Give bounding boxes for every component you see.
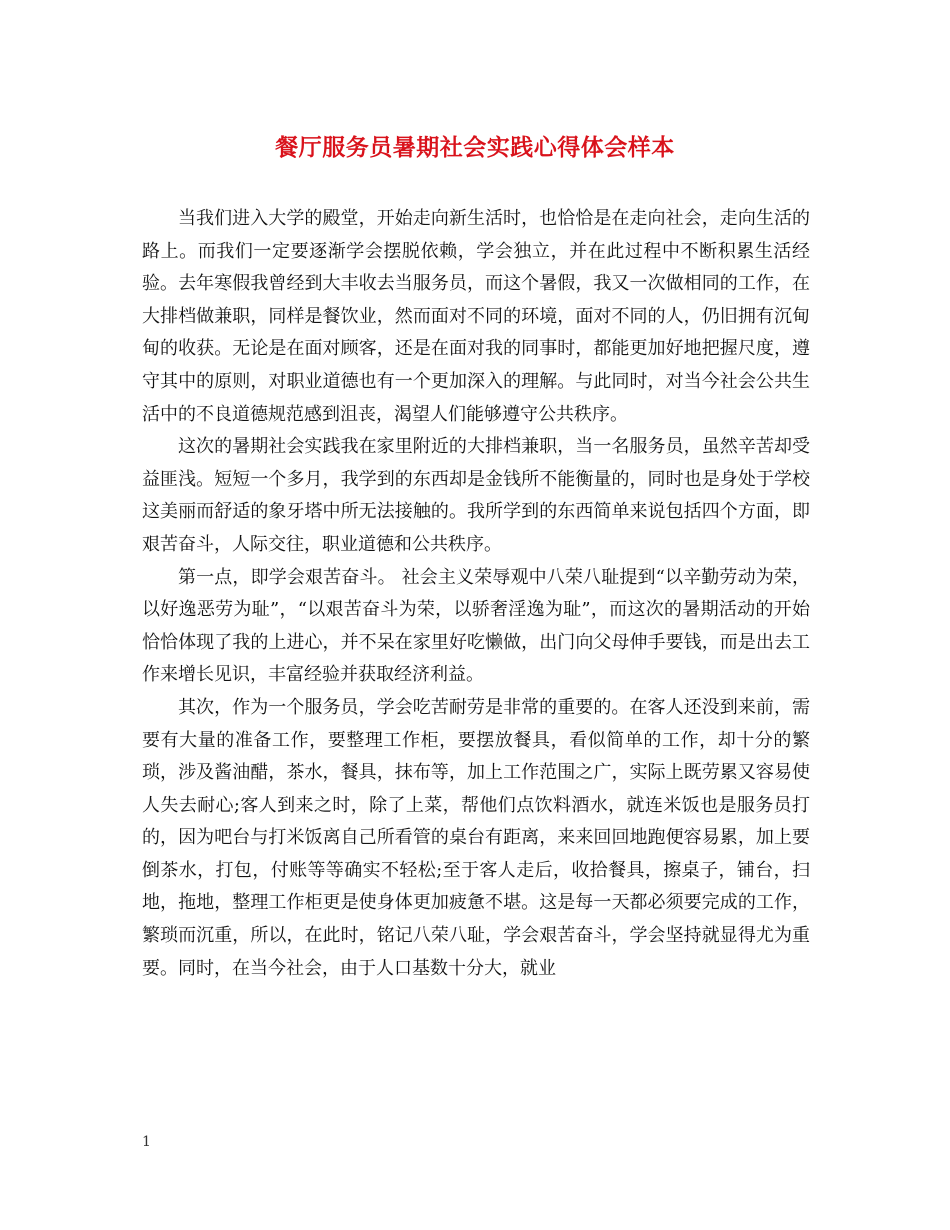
document-title: 餐厅服务员暑期社会实践心得体会样本 <box>275 134 675 161</box>
paragraph-3: 第一点，即学会艰苦奋斗。 社会主义荣辱观中八荣八耻提到“以辛勤劳动为荣，以好逸恶劳为耻”，“以艰苦奋斗为荣，以骄奢淫逸为耻”，而这次的暑期活动的开始恰恰体现了我的上进心，并不呆在家里好吃懒做，出门向父母伸手要钱，而是出去工作来增长见识，丰富经验并获取经济利益。 <box>142 566 810 686</box>
paragraph-4: 其次，作为一个服务员，学会吃苦耐劳是非常的重要的。在客人还没到来前，需要有大量的准备工作，要整理工作柜，要摆放餐具，看似简单的工作，却十分的繁琐，涉及酱油醋，茶水，餐具，抹布等，加上工作范围之广，实际上既劳累又容易使人失去耐心;客人到来之时，除了上菜，帮他们点饮料酒水，就连米饭也是服务员打的，因为吧台与打米饭离自己所看管的桌台有距离，来来回回地跑便容易累，加上要倒茶水，打包，付账等等确实不轻松;至于客人走后，收拾餐具，擦桌子，铺台，扫地，拖地，整理工作柜更是使身体更加疲惫不堪。这是每一天都必须要完成的工作，繁琐而沉重，所以，在此时，铭记八荣八耻，学会艰苦奋斗，学会坚持就显得尤为重要。同时，在当今社会，由于人口基数十分大，就业 <box>142 696 810 979</box>
document-body <box>142 203 810 985</box>
paragraph-2: 这次的暑期社会实践我在家里附近的大排档兼职，当一名服务员，虽然辛苦却受益匪浅。短短一个多月，我学到的东西却是金钱所不能衡量的，同时也是身处于学校这美丽而舒适的象牙塔中所无法接触的。我所学到的东西简单来说包括四个方面，即艰苦奋斗，人际交往，职业道德和公共秩序。 <box>142 436 810 555</box>
paragraph-1: 当我们进入大学的殿堂，开始走向新生活时，也恰恰是在走向社会，走向生活的路上。而我们一定要逐渐学会摆脱依赖，学会独立，并在此过程中不断积累生活经验。去年寒假我曾经到大丰收去当服务员，而这个暑假，我又一次做相同的工作，在大排档做兼职，同样是餐饮业，然而面对不同的环境，面对不同的人，仍旧拥有沉甸甸的收获。无论是在面对顾客，还是在面对我的同事时，都能更加好地把握尺度，遵守其中的原则，对职业道德也有一个更加深入的理解。与此同时，对当今社会公共生活中的不良道德规范感到沮丧，渴望人们能够遵守公共秩序。 <box>142 208 810 425</box>
page-number: 1 <box>142 1134 151 1150</box>
